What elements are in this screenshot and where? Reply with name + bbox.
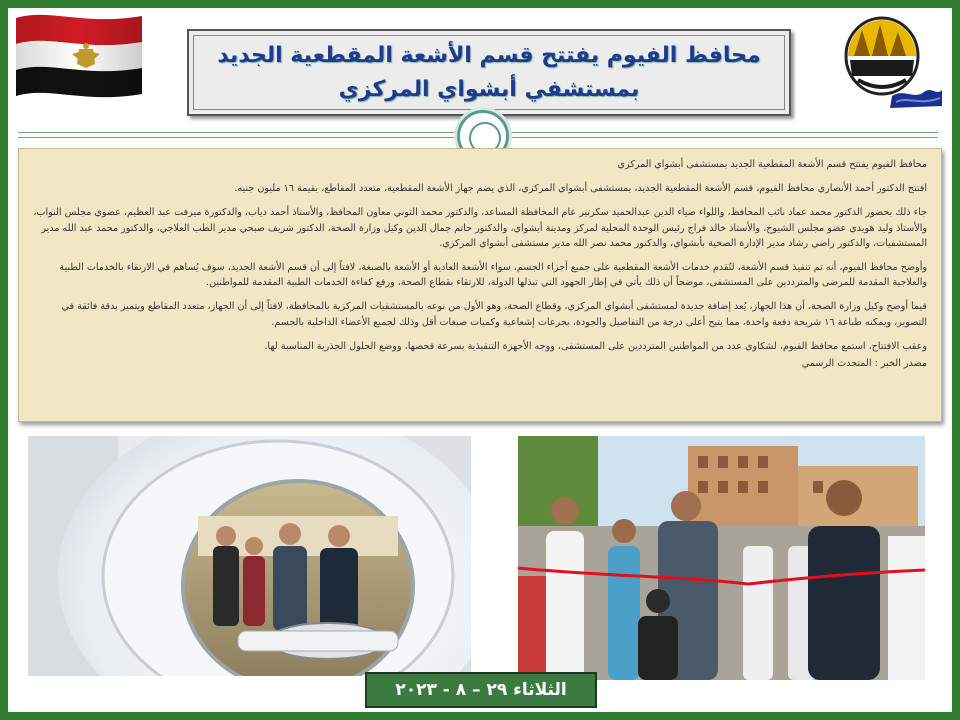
article-paragraph: فيما أوضح وكيل وزارة الصحة، أن هذا الجهاز، يُعد إضافة جديدة لمستشفى أبشواي المركزي، وقطاع الصحة، وهو الأول من نوعه بالمستشفيات المركزية بالمحافظة، لافتاً إلى أن الجهاز، متعدد المقاطع ويتميز بدقة فائقة في التصوير، ويمكنه طباعة ١٦ شريحة دفعة واحدة، مما يتيح أعلى درجة من التفاصيل والجودة، بجرعات إشعاعية وكميات صبغات أقل وذلك لجميع الأعضاء الداخلية بالجسم. [61,301,927,328]
ribbon-cutting-photo [518,436,925,680]
article-body [19,149,941,371]
egypt-flag-icon [14,8,144,103]
article-paragraph: وأوضح محافظ الفيوم، أنه تم تنفيذ قسم الأشعة، لتُقدم خدمات الأشعة المقطعية على جميع أجزاء الجسم، سواء الأشعة العادية أو الأشعة بالصبغة، لافتاً إلى أن قسم الأشعة الجديد، سوف يُساهم في الارتقاء بالخدمات الطبية والعلاجية المقدمة للمرضى والمترددين على المستشفى، موضحاً أن ذلك يأتي في إطار الجهود التي تبذلها الدولة، للارتقاء بقطاع الصحة، ورفع كفاءة الخدمات الطبية المقدمة للمواطنين. [59,262,927,289]
article-paragraph: افتتح الدكتور أحمد الأنصاري محافظ الفيوم، قسم الأشعة المقطعية الجديد، بمستشفى أبشواي المركزي، الذي يضم جهاز الأشعة المقطعية، متعدد المقاطع، بقيمة ١٦ مليون جنيه. [234,183,927,195]
article-panel [18,148,942,422]
article-paragraph: محافظ الفيوم يفتتح قسم الأشعة المقطعية الجديد بمستشفى أبشواي المركزي [617,159,927,170]
article-source: مصدر الخبر : المتحدث الرسمي [801,358,927,370]
article-paragraph: وعقب الافتتاح، استمع محافظ الفيوم، لشكاوي عدد من المواطنين المترددين على المستشفى، ووجه الأجهزة التنفيذية بسرعة فحصها، ووضع الحلول الجذرية المناسبة لها. [264,340,927,352]
date-text: الثلاثاء ٢٩ – ٨ - ٢٠٢٣ [395,680,567,700]
headline-box [187,29,791,116]
fayoum-emblem-icon [832,10,944,116]
ct-scanner-photo [28,436,471,676]
headline-title: محافظ الفيوم يفتتح قسم الأشعة المقطعية الجديد بمستشفي أبشواي المركزي [217,42,761,102]
date-banner [365,672,597,708]
article-paragraph: جاء ذلك بحضور الدكتور محمد عماد نائب المحافظ، واللواء ضياء الدين عبدالحميد سكرتير عام المحافظة المساعد، والدكتور محمد التوني معاون المحافظ، والأستاذ أحمد دياب، والدكتورة ميرفت عبد العظيم، عضوي مجلس النواب، والأستاذ وليد هويدي عضو مجلس الشيوخ، والأستاذ خالد فراج رئيس الوحدة المحلية لمركز ومدينة أبشواي، والدكتور حاتم جمال الدين وكيل وزارة الصحة، الدكتور شريف صبحي مدير الطب العلاجي، والدكتور محمد عبد الله مدير المستشفيات، والدكتور راضي رشاد مدير الإدارة الصحية بأبشواي، والدكتور محمد نصر الله مدير مستشفى أبشواي المركزي. [33,207,927,249]
